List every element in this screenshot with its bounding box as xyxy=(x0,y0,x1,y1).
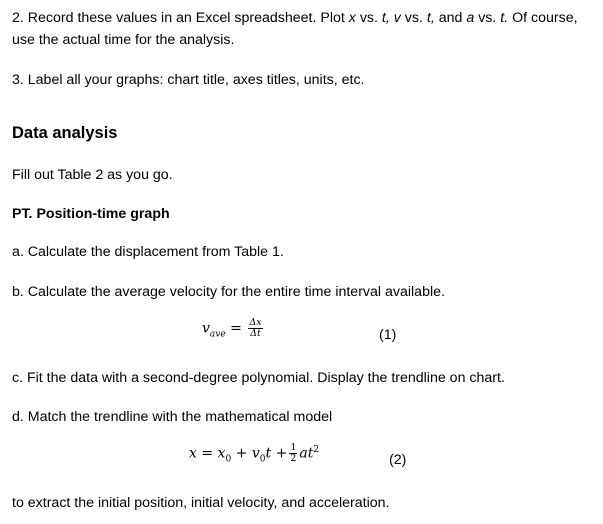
var-v: v xyxy=(393,10,401,26)
item-a: a. Calculate the displacement from Table 1. xyxy=(12,244,284,260)
var-x: x xyxy=(348,10,356,26)
var-t: t, xyxy=(426,10,435,26)
var-t: t, xyxy=(381,10,390,26)
data-analysis-heading: Data analysis xyxy=(12,124,118,142)
item-c: c. Fit the data with a second-degree polynomial. Display the trendline on chart. xyxy=(12,370,505,386)
half-fraction: $\frac{1}{2}$ xyxy=(290,442,297,464)
equation-2: $x = x_0 + v_0t$ + $\frac{1}{2}$ $at^2$ xyxy=(189,442,320,465)
delta-fraction: $\frac{\Delta x}{\Delta t}$ xyxy=(249,317,262,339)
item-b: b. Calculate the average velocity for the entire time interval available. xyxy=(12,284,445,300)
step-2-line-2: use the actual time for the analysis. xyxy=(12,32,235,48)
equation-1-number: (1) xyxy=(379,327,397,343)
fill-out-instruction: Fill out Table 2 as you go. xyxy=(12,167,173,183)
pt-heading: PT. Position-time graph xyxy=(12,206,170,222)
equation-2-number: (2) xyxy=(389,452,407,468)
item-d: d. Match the trendline with the mathematical model xyxy=(12,409,333,425)
equation-1: $v_{ave}$ = $\frac{\Delta x}{\Delta t}$ xyxy=(202,317,262,340)
step-3: 3. Label all your graphs: chart title, axes titles, units, etc. xyxy=(12,72,365,88)
step-2-line-1: 2. Record these values in an Excel spreadsheet. Plot x vs. t, v vs. t, and a vs. t. Of course, xyxy=(12,10,578,26)
var-a: a xyxy=(466,10,475,26)
var-t: t. xyxy=(500,10,509,26)
closing-line: to extract the initial position, initial velocity, and acceleration. xyxy=(12,495,390,511)
